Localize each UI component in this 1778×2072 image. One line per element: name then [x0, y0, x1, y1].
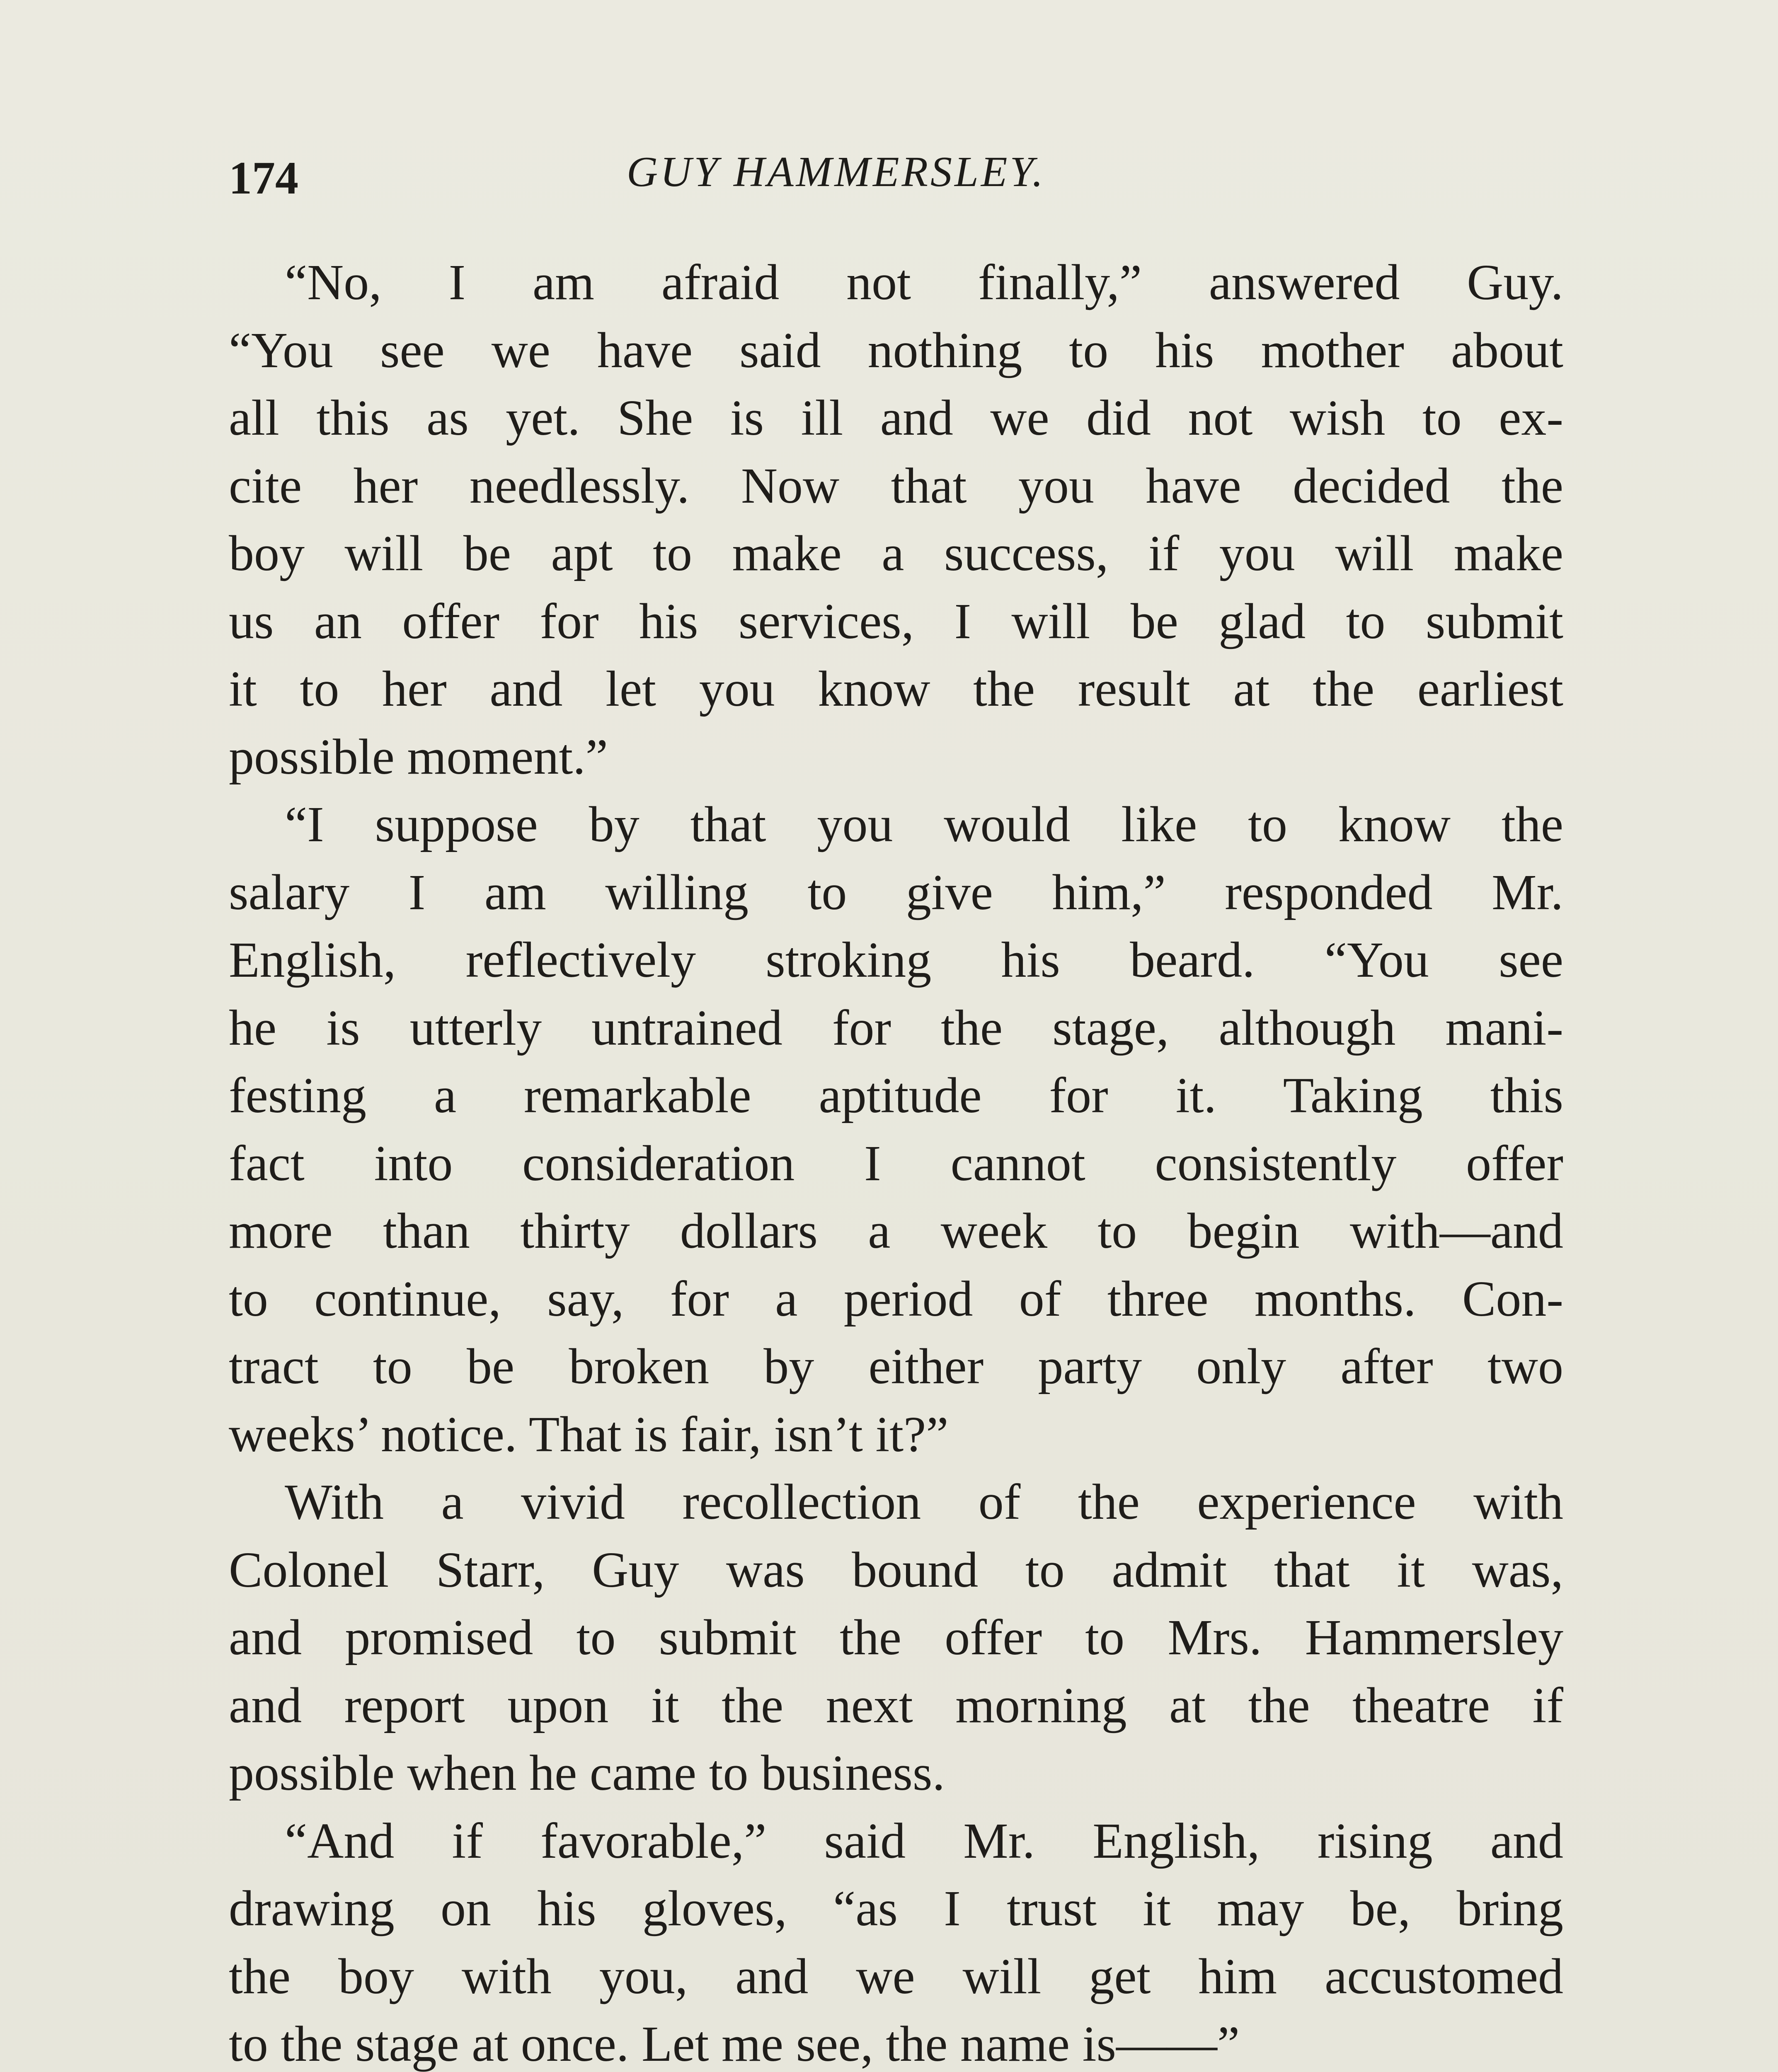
text-line: salary I am willing to give him,” responded Mr. [229, 864, 1563, 920]
text-line: he is utterly untrained for the stage, although mani- [229, 1000, 1563, 1056]
text-line: “No, I am afraid not finally,” answered Guy. [285, 254, 1563, 310]
text-line: it to her and let you know the result at the earliest [229, 661, 1563, 717]
text-line: to continue, say, for a period of three months. Con- [229, 1271, 1563, 1327]
text-line: Colonel Starr, Guy was bound to admit that it was, [229, 1542, 1563, 1598]
text-line: possible moment.” [229, 729, 608, 785]
paragraph [229, 1468, 1563, 1807]
page-number: 174 [229, 152, 298, 204]
text-line: fact into consideration I cannot consistently offer [229, 1135, 1563, 1191]
body-text [229, 249, 1563, 2072]
text-line: possible when he came to business. [229, 1745, 945, 1801]
text-line: drawing on his gloves, “as I trust it may be, bring [229, 1881, 1563, 1936]
paragraph [229, 249, 1563, 791]
text-line: all this as yet. She is ill and we did not wish to ex- [229, 390, 1563, 446]
running-head [229, 145, 1563, 203]
text-line: “You see we have said nothing to his mother about [229, 322, 1563, 378]
text-line: more than thirty dollars a week to begin with—and [229, 1203, 1563, 1259]
text-line: the boy with you, and we will get him accustomed [229, 1948, 1563, 2004]
text-line: to the stage at once. Let me see, the name is——” [229, 2016, 1240, 2072]
book-title: GUY HAMMERSLEY. [627, 148, 1046, 196]
text-line: “And if favorable,” said Mr. English, rising and [285, 1813, 1563, 1869]
paragraph [229, 1807, 1563, 2072]
text-line: tract to be broken by either party only after two [229, 1339, 1563, 1394]
text-line: English, reflectively stroking his beard. “You see [229, 932, 1563, 988]
text-line: festing a remarkable aptitude for it. Taking this [229, 1067, 1563, 1123]
text-line: weeks’ notice. That is fair, isn’t it?” [229, 1406, 949, 1462]
text-line: and report upon it the next morning at the theatre if [229, 1677, 1563, 1733]
text-line: us an offer for his services, I will be glad to submit [229, 593, 1563, 649]
text-line: boy will be apt to make a success, if you will make [229, 525, 1563, 581]
text-line: “I suppose by that you would like to know the [285, 796, 1563, 852]
text-line: and promised to submit the offer to Mrs. Hammersley [229, 1610, 1563, 1665]
text-line: cite her needlessly. Now that you have decided the [229, 457, 1563, 514]
paragraph [229, 791, 1563, 1468]
text-line: With a vivid recollection of the experience with [285, 1474, 1563, 1530]
